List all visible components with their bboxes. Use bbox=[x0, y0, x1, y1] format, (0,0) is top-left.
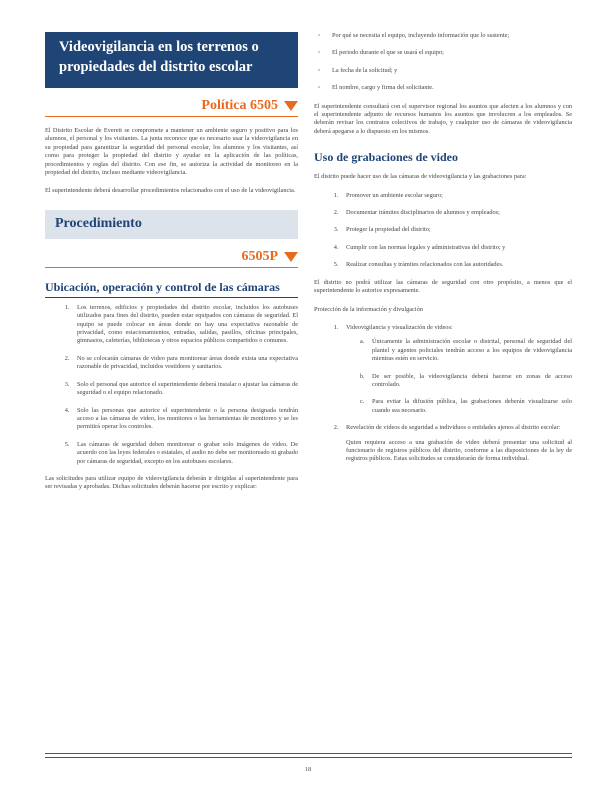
use-list bbox=[314, 192, 572, 270]
procedure-header-row bbox=[45, 249, 298, 268]
request-bullets bbox=[314, 32, 572, 93]
request-note: Quien requiera acceso a una grabación de video deberá presentar una solicitud al funcionario de registros públicos del distrito, conforme a las disposiciones de la ley de registros públicos. Estas solicitudes se considerarán de forma individual. bbox=[346, 438, 572, 463]
not-used-paragraph: El distrito no podrá utilizar las cámaras de seguridad con otro propósito, a menos que el superintendente lo autorice expresamente. bbox=[314, 278, 572, 295]
list-item: 5. Realizar consultas y trámites relacionados con las autoridades. bbox=[340, 261, 572, 269]
section-heading-cameras: Ubicación, operación y control de las cámaras bbox=[45, 280, 298, 298]
triangle-down-icon bbox=[284, 252, 298, 262]
divider bbox=[45, 757, 572, 758]
list-item: 1. Los terrenos, edificios y propiedades del distrito escolar, incluidos los autobuses utilizados para fines del distrito, pueden estar equipados con cámaras de seguridad. El equipo se puede colocar en áreas donde no hay una expectativa razonable de privacidad, como estacionamientos, entradas, salidas, pasillos, oficinas principales, gimnasios, cafeterías, bibliotecas y otros espacios públicos compartidos o comunes. bbox=[71, 304, 298, 346]
list-item bbox=[340, 324, 572, 415]
list-item: 2. No se colocarán cámaras de video para monitorear áreas donde exista una expectativa razonable de privacidad, incluidos vestidores y sanitarios. bbox=[71, 355, 298, 372]
camera-rules-list bbox=[45, 304, 298, 466]
list-item: ▫ Por qué se necesita el equipo, incluyendo información que lo sustente; bbox=[332, 32, 572, 40]
triangle-down-icon bbox=[284, 101, 298, 111]
page-number: 18 bbox=[304, 766, 312, 773]
list-item bbox=[340, 424, 572, 464]
policy-label: Política 6505 bbox=[201, 98, 278, 113]
footer-rule bbox=[45, 753, 572, 758]
protection-list bbox=[314, 324, 572, 464]
section-heading-recordings: Uso de grabaciones de video bbox=[314, 150, 458, 165]
sub-list bbox=[346, 338, 572, 415]
list-item-text: Revelación de videos de seguridad a individuos o entidades ajenos al distrito escolar: bbox=[346, 424, 561, 432]
list-item: 5. Las cámaras de seguridad deben monitorear o grabar solo imágenes de video. De acuerdo con las leyes federales o estatales, el audio no debe ser monitoreado ni grabado por cámaras de seguridad, excepto en los autobuses escolares. bbox=[71, 441, 298, 466]
list-item: ▫ El periodo durante el que se usará el equipo; bbox=[332, 49, 572, 57]
sub-list-item: c. Para evitar la difusión pública, las grabaciones deberán visualizarse solo cuando sea necesario. bbox=[366, 398, 572, 415]
procedure-label: 6505P bbox=[241, 248, 278, 264]
right-column bbox=[314, 32, 572, 474]
list-item: 3. Solo el personal que autorice el superintendente deberá instalar o ajustar las cámaras de seguridad o el equipo relacionado. bbox=[71, 381, 298, 398]
list-item: ▫ El nombre, cargo y firma del solicitante. bbox=[332, 84, 572, 92]
sub-list-item: a. Únicamente la administración escolar o distrital, personal de seguridad del plantel y agentes policiales tendrán acceso a los equipos de videovigilancia mientras estén en servicio. bbox=[366, 338, 572, 363]
list-item: ▫ La fecha de la solicitud; y bbox=[332, 67, 572, 75]
left-column bbox=[45, 32, 298, 502]
policy-title: Videovigilancia en los terrenos o propiedades del distrito escolar bbox=[45, 32, 298, 88]
list-item: 1. Promover un ambiente escolar seguro; bbox=[340, 192, 572, 200]
list-item: 4. Solo las personas que autorice el superintendente o la persona designada tendrán acceso a las cámaras de video, los monitores o las herramientas de monitoreo y se les permitirá operar los controles. bbox=[71, 407, 298, 432]
use-intro: El distrito puede hacer uso de las cámaras de videovigilancia y las grabaciones para: bbox=[314, 173, 527, 181]
list-item: 3. Proteger la propiedad del distrito; bbox=[340, 226, 572, 234]
list-item: 2. Documentar trámites disciplinarios de alumnos y empleados; bbox=[340, 209, 572, 217]
policy-intro-2: El superintendente deberá desarrollar procedimientos relacionados con el uso de la videovigilancia. bbox=[45, 187, 296, 195]
divider bbox=[45, 753, 572, 754]
procedure-title: Procedimiento bbox=[45, 210, 298, 239]
consult-paragraph: El superintendente consultará con el supervisor regional los asuntos que afecten a los alumnos y con el superintendente adjunto de recursos humanos los asuntos que involucren a los empleados. Se deberán revisar los contratos colectivos de trabajo, y cualquier uso de cámaras de videovigilancia deberá apegarse a lo dispuesto en los mismos. bbox=[314, 102, 572, 135]
list-item-text: Videovigilancia y visualización de videos: bbox=[346, 323, 453, 331]
sub-list-item: b. De ser posible, la videovigilancia deberá hacerse en zonas de acceso controlado. bbox=[366, 373, 572, 390]
list-item: 4. Cumplir con las normas legales y administrativas del distrito; y bbox=[340, 244, 572, 252]
requests-paragraph: Las solicitudes para utilizar equipo de videovigilancia deberán ir dirigidas al superintendente para ser revisadas y aprobadas. Dichas solicitudes deberán hacerse por escrito y explicar: bbox=[45, 474, 298, 491]
policy-header-row bbox=[45, 98, 298, 117]
policy-intro: El Distrito Escolar de Everett se compromete a mantener un ambiente seguro y positivo para los alumnos, el personal y los visitantes. La junta reconoce que es necesario usar la videovigilancia en su propiedad para garantizar la seguridad del personal escolar, los alumnos y los visitantes, así como para proteger la propiedad del distrito y ayudar en la aplicación de las políticas, procedimientos y reglas del distrito. Con ese fin, se autoriza la actividad de monitoreo en la propiedad del distrito, incluso mediante videovigilancia. bbox=[45, 127, 298, 177]
protection-heading: Protección de la información y divulgación bbox=[314, 305, 423, 313]
